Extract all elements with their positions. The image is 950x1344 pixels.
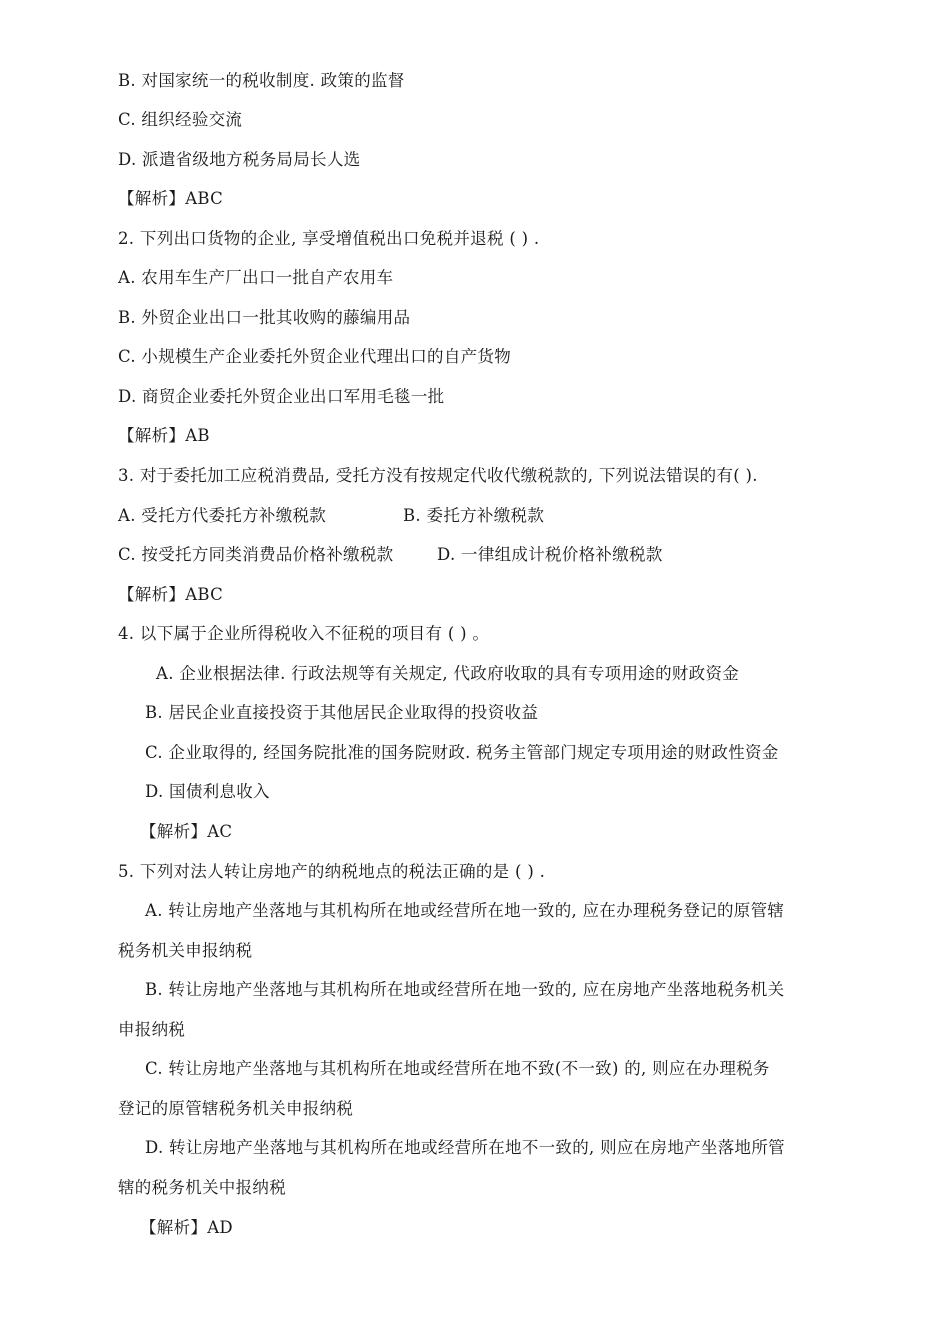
q4-stem: 4. 以下属于企业所得税收入不征税的项目有 ( ) 。 (118, 624, 490, 643)
q1-option-b: B. 对国家统一的税收制度. 政策的监督 (118, 71, 405, 90)
q2-answer: 【解析】AB (118, 426, 210, 445)
q4-option-a: A. 企业根据法律. 行政法规等有关规定, 代政府收取的具有专项用途的财政资金 (156, 664, 740, 683)
q3-option-a: A. 受托方代委托方补缴税款 (118, 506, 327, 525)
q5-stem: 5. 下列对法人转让房地产的纳税地点的税法正确的是 ( ) . (118, 862, 546, 881)
q5-option-c-cont: 登记的原管辖税务机关申报纳税 (118, 1099, 354, 1118)
q2-option-b: B. 外贸企业出口一批其收购的藤编用品 (118, 308, 411, 327)
q3-option-c: C. 按受托方同类消费品价格补缴税款 (118, 545, 394, 564)
q5-answer: 【解析】AD (140, 1218, 233, 1237)
q5-option-b-cont: 申报纳税 (118, 1020, 186, 1039)
q5-option-c: C. 转让房地产坐落地与其机构所在地或经营所在地不致(不一致) 的, 则应在办理税务 (145, 1059, 770, 1078)
q2-option-a: A. 农用车生产厂出口一批自产农用车 (118, 268, 394, 287)
q5-option-a: A. 转让房地产坐落地与其机构所在地或经营所在地一致的, 应在办理税务登记的原管辖 (145, 901, 785, 920)
q3-stem: 3. 对于委托加工应税消费品, 受托方没有按规定代收代缴税款的, 下列说法错误的有( ). (118, 466, 758, 485)
q1-option-c: C. 组织经验交流 (118, 110, 243, 129)
q3-answer: 【解析】ABC (118, 585, 224, 604)
q3-option-d: D. 一律组成计税价格补缴税款 (437, 545, 663, 564)
q2-stem: 2. 下列出口货物的企业, 享受增值税出口免税并退税 ( ) . (118, 229, 540, 248)
q5-option-d: D. 转让房地产坐落地与其机构所在地或经营所在地不一致的, 则应在房地产坐落地所管 (145, 1138, 785, 1157)
q5-option-b: B. 转让房地产坐落地与其机构所在地或经营所在地一致的, 应在房地产坐落地税务机关 (145, 980, 785, 999)
q2-option-d: D. 商贸企业委托外贸企业出口军用毛毯一批 (118, 387, 445, 406)
q2-option-c: C. 小规模生产企业委托外贸企业代理出口的自产货物 (118, 347, 512, 366)
q5-option-a-cont: 税务机关申报纳税 (118, 941, 253, 960)
q4-answer: 【解析】AC (140, 822, 233, 841)
q1-option-d: D. 派遣省级地方税务局局长人选 (118, 150, 361, 169)
q4-option-d: D. 国债利息收入 (145, 782, 270, 801)
q4-option-c: C. 企业取得的, 经国务院批准的国务院财政. 税务主管部门规定专项用途的财政性资金 (145, 743, 779, 762)
q5-option-d-cont: 辖的税务机关中报纳税 (118, 1178, 286, 1197)
q1-answer: 【解析】ABC (118, 189, 224, 208)
q3-option-b: B. 委托方补缴税款 (403, 506, 545, 525)
q4-option-b: B. 居民企业直接投资于其他居民企业取得的投资收益 (145, 703, 539, 722)
